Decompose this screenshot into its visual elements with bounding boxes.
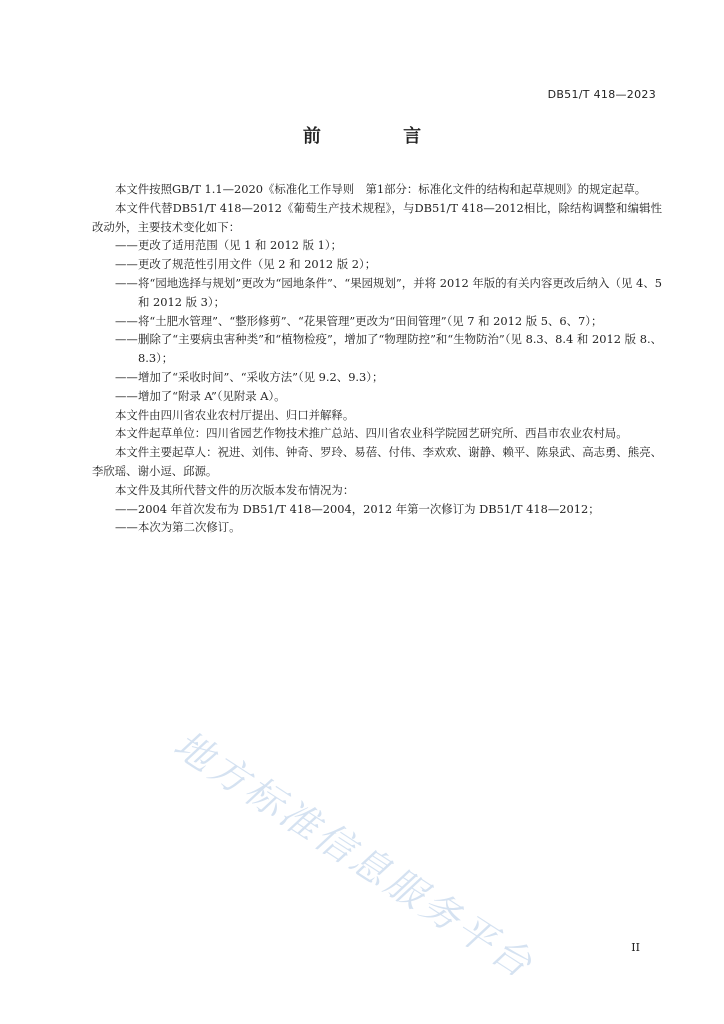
page-number: II	[631, 941, 640, 954]
list-item-text: 本次为第二次修订。	[138, 520, 241, 535]
change-list-item	[92, 274, 662, 312]
dash-marker: ——	[115, 369, 138, 384]
dash-marker: ——	[115, 388, 138, 403]
change-list-item	[92, 312, 662, 331]
change-list-item	[92, 255, 662, 274]
dash-marker: ——	[115, 332, 138, 347]
list-item-text: 增加了“附录 A”（见附录 A）。	[138, 388, 286, 403]
paragraph: 本文件主要起草人：祝进、刘伟、钟奇、罗玲、易蓓、付伟、李欢欢、谢静、赖平、陈泉武、高志勇、熊亮、李欣瑶、谢小逗、邱源。	[92, 445, 662, 478]
list-item-text: 增加了“采收时间”、“采收方法”（见 9.2、9.3）；	[138, 369, 384, 384]
document-id: DB51/T 418—2023	[547, 88, 656, 101]
change-list-item	[92, 368, 662, 387]
change-list-item	[92, 500, 662, 519]
change-list-item	[92, 518, 662, 537]
change-list-item	[92, 330, 662, 368]
dash-marker: ——	[115, 257, 138, 272]
watermark-text: 地方标准信息服务平台	[166, 721, 543, 988]
dash-marker: ——	[115, 313, 138, 328]
paragraph: 本文件按照GB/T 1.1—2020《标准化工作导则 第1部分：标准化文件的结构和起草规则》的规定起草。	[115, 182, 647, 196]
paragraph: 本文件及其所代替文件的历次版本发布情况为：	[115, 482, 355, 497]
list-item-text: 更改了规范性引用文件（见 2 和 2012 版 2）；	[138, 257, 377, 272]
list-item-text: 更改了适用范围（见 1 和 2012 版 1）；	[138, 238, 342, 253]
paragraph: 本文件起草单位：四川省园艺作物技术推广总站、四川省农业科学院园艺研究所、西昌市农业农村局。	[115, 426, 628, 441]
dash-marker: ——	[115, 275, 138, 290]
dash-marker: ——	[115, 238, 138, 253]
change-list-item	[92, 387, 662, 406]
list-item-text: 将“土肥水管理”、“整形修剪”、“花果管理”更改为“田间管理”（见 7 和 2012 版 5、6、7）；	[138, 313, 603, 328]
dash-marker: ——	[115, 520, 138, 535]
list-item-text: 将“园地选择与规划”更改为“园地条件”、“果园规划”，并将 2012 年版的有关内容更改后纳入（见 4、5 和 2012 版 3）；	[138, 275, 662, 309]
dash-marker: ——	[115, 501, 138, 516]
paragraph: 本文件由四川省农业农村厅提出、归口并解释。	[115, 407, 355, 422]
paragraph: 本文件代替DB51/T 418—2012《葡萄生产技术规程》，与DB51/T 418—2012相比，除结构调整和编辑性改动外，主要技术变化如下：	[92, 200, 662, 234]
list-item-text: 删除了“主要病虫害种类”和“植物检疫”，增加了“物理防控”和“生物防治”（见 8.3、8.4 和 2012 版 8.、8.3）；	[138, 332, 662, 366]
change-list-item	[92, 236, 662, 255]
list-item-text: 2004 年首次发布为 DB51/T 418—2004，2012 年第一次修订为 DB51/T 418—2012；	[138, 501, 600, 516]
page-title: 前 言	[302, 126, 460, 147]
foreword-body	[92, 180, 662, 537]
